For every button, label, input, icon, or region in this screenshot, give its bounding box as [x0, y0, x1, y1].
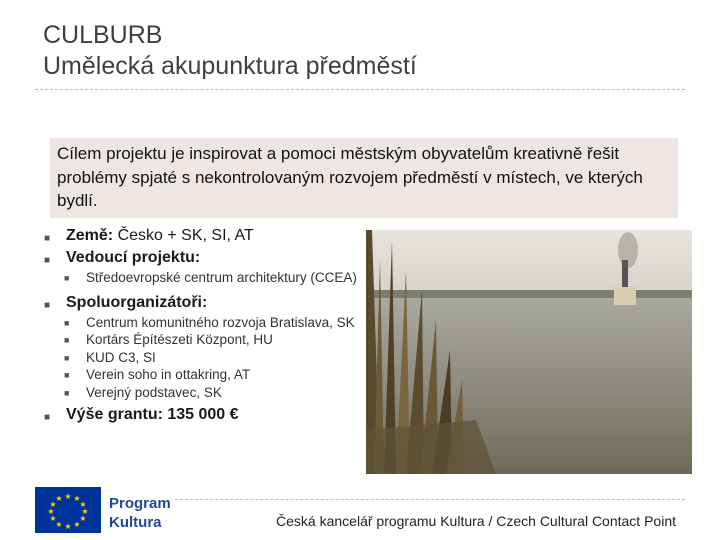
program-kultura-logo: [32, 485, 174, 537]
svg-text:★: ★: [79, 514, 87, 523]
svg-text:★: ★: [55, 520, 63, 529]
partner-item-text: Verein soho in ottakring, AT: [86, 367, 251, 382]
svg-text:★: ★: [64, 522, 72, 531]
lead-label: Vedoucí projektu:: [66, 249, 201, 266]
partner-item-text: KUD C3, SI: [86, 349, 156, 365]
partner-item: [44, 332, 374, 348]
svg-text:★: ★: [49, 514, 57, 523]
bullet-marker-icon: ■: [44, 412, 51, 423]
bullet-marker-icon: ■: [44, 255, 51, 266]
lead-item: [44, 270, 374, 286]
sub-bullet-marker-icon: ■: [64, 387, 70, 398]
top-divider: [35, 89, 685, 90]
title-line-2: Umělecká akupunktura předměstí: [43, 52, 417, 80]
sub-bullet-marker-icon: ■: [64, 317, 70, 328]
countries-value: Česko + SK, SI, AT: [113, 227, 254, 244]
partners-label: Spoluorganizátoři:: [66, 293, 208, 311]
sub-bullet-marker-icon: ■: [64, 370, 70, 380]
bullet-partners: [44, 293, 374, 313]
svg-text:★: ★: [73, 520, 81, 529]
svg-text:★: ★: [79, 500, 87, 509]
partner-item: [44, 350, 374, 366]
slide-title: [43, 20, 417, 82]
intro-box: Cílem projektu je inspirovat a pomoci městským obyvatelům kreativně řešit problémy spjaté s nekontrolovaným rozvojem předměstí v místech, ve kterých bydlí.: [50, 138, 678, 218]
lead-item-text: Středoevropské centrum architektury (CCEA): [86, 270, 357, 285]
bullet-list: [44, 224, 374, 427]
bullet-lead: [44, 248, 374, 268]
partner-item-text: Verejný podstavec, SK: [86, 384, 222, 400]
bullet-marker-icon: ■: [44, 233, 51, 244]
svg-text:★: ★: [49, 500, 57, 509]
svg-text:★: ★: [81, 507, 89, 516]
bullet-countries: [44, 226, 374, 246]
bullet-grant: [44, 405, 374, 425]
sub-bullet-marker-icon: ■: [64, 335, 70, 345]
partner-item: [44, 385, 374, 401]
svg-text:★: ★: [47, 507, 55, 516]
logo-line-1: Program: [109, 495, 171, 512]
bullet-marker-icon: ■: [44, 299, 51, 311]
partner-item-text: Kortárs Építészeti Központ, HU: [86, 332, 273, 347]
title-line-1: CULBURB: [43, 21, 163, 49]
sub-bullet-marker-icon: ■: [64, 273, 70, 283]
countries-label: Země:: [66, 227, 114, 244]
bottom-divider: [175, 499, 685, 500]
sub-bullet-marker-icon: ■: [64, 352, 70, 363]
partner-item: [44, 315, 374, 331]
svg-text:★: ★: [64, 492, 72, 501]
partner-item: [44, 367, 374, 383]
logo-line-2: Kultura: [109, 514, 162, 531]
svg-text:★: ★: [73, 494, 81, 503]
lake-photo: [366, 230, 692, 474]
footer-text: Česká kancelář programu Kultura / Czech Cultural Contact Point: [276, 513, 676, 529]
grant-label: Výše grantu: 135 000 €: [66, 406, 239, 423]
partner-item-text: Centrum komunitného rozvoja Bratislava, SK: [86, 314, 355, 330]
svg-text:★: ★: [55, 494, 63, 503]
